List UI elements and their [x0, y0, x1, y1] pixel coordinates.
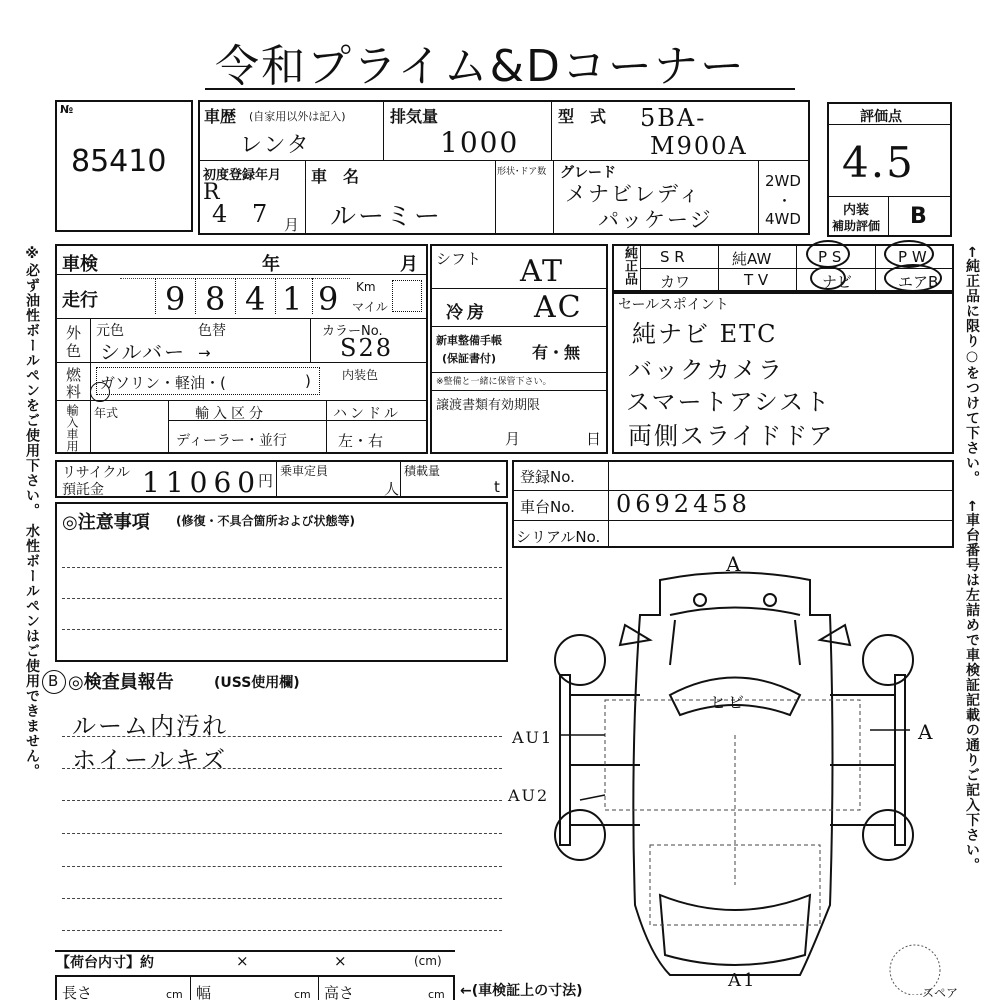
cargo-label: 【荷台内寸】約	[56, 955, 154, 971]
mileage-digit-4: 1	[282, 280, 305, 318]
ac-value: AC	[534, 290, 583, 325]
inspector-line-2: ホイールキズ	[72, 746, 228, 774]
equipment-table	[430, 244, 608, 454]
lot-marker: №	[60, 103, 74, 116]
registration-label: 登録No.	[520, 468, 575, 486]
color-change-label: 色替	[198, 323, 226, 339]
car-name-value: ルーミー	[330, 202, 443, 232]
genuine-ps: P S	[818, 248, 842, 266]
inspector-note: (USS使用欄)	[214, 675, 300, 691]
load-unit: t	[494, 478, 500, 496]
fuel-text: ガソリン・軽油・(	[100, 374, 226, 392]
diagram-left-mark-2: AU2	[508, 786, 550, 805]
drive-4wd: 4WD	[765, 210, 801, 228]
color-orig-value: シルバー	[100, 340, 187, 364]
first-reg-month-unit: 月	[284, 216, 300, 234]
car-damage-diagram	[510, 555, 955, 995]
wheel-front-left	[555, 635, 605, 685]
grade-label: グレード	[560, 165, 616, 181]
circle-navi	[810, 266, 846, 290]
model-value-1: 5BA-	[640, 104, 707, 132]
drive-dot: ・	[777, 192, 793, 210]
chassis-label: 車台No.	[520, 498, 575, 516]
interior-label-2: 補助評価	[832, 219, 881, 233]
color-arrow: →	[198, 344, 211, 362]
manual-note: ※整備と一緒に保管下さい。	[436, 377, 552, 387]
genuine-aw: 純AW	[732, 250, 772, 268]
grade-value-1: メナビレディ	[565, 182, 702, 206]
inspector-label: ◎検査員報告	[68, 672, 174, 693]
right-side-note-2: ←車台番号は左詰めで車検証記載の通りご記入下さい。	[964, 500, 980, 873]
capacity-label: 乗車定員	[280, 464, 329, 478]
first-reg-year: 4	[212, 200, 230, 228]
genuine-pw: P W	[898, 248, 927, 266]
mileage-unit-km: Km	[356, 280, 376, 294]
fuel-side-2: 料	[66, 383, 82, 401]
diagram-windshield-mark: ヒビ	[710, 693, 747, 712]
history-label: 車歴	[204, 107, 237, 126]
inspector-line-1: ルーム内汚れ	[72, 712, 228, 740]
genuine-side-label: 純正品	[622, 246, 637, 285]
color-side-1: 外	[66, 324, 82, 342]
dims-table	[55, 975, 455, 1000]
serial-label: シリアルNo.	[516, 528, 601, 546]
import-class-label: 輸入区分	[195, 406, 267, 422]
diagram-rear-mark: A1	[728, 970, 757, 991]
sales-line-1: 純ナビ ETC	[632, 320, 778, 348]
score-value: 4.5	[842, 138, 915, 187]
spare-label: スペア	[922, 986, 959, 1000]
displacement-label: 排気量	[390, 107, 439, 126]
manual-value: 有・無	[532, 343, 581, 362]
left-side-note: ※必ず油性ボールペンをご使用下さい。 水性ボールペンはご使用できません。	[24, 246, 40, 779]
mileage-unit-mile: マイル	[352, 300, 388, 314]
displacement-value: 1000	[440, 126, 520, 159]
import-side-label: 輸入車用	[65, 404, 79, 452]
caution-note: (修復・不具合箇所および状態等)	[176, 514, 355, 528]
recycle-label-2: 預託金	[62, 482, 104, 498]
cargo-unit: (cm)	[414, 954, 442, 968]
model-label: 型 式	[558, 107, 607, 126]
wheel-front-right	[863, 635, 913, 685]
import-handle-value: 左・右	[338, 432, 384, 450]
dims-height-unit: cm	[428, 988, 445, 1000]
shift-value: AT	[520, 254, 565, 289]
transfer-month: 月	[505, 430, 521, 448]
dims-length-unit: cm	[166, 988, 183, 1000]
diagram-left-mark-1: AU1	[512, 728, 554, 747]
drive-2wd: 2WD	[765, 172, 801, 190]
first-reg-label: 初度登録年月	[203, 168, 282, 183]
shaken-year: 年	[262, 254, 280, 275]
title-text: 令和プライム&Dコーナー	[215, 41, 746, 92]
mileage-digit-5: 9	[318, 280, 341, 318]
first-reg-era: R	[203, 180, 222, 205]
car-body-outline	[633, 573, 832, 976]
dims-width-unit: cm	[294, 988, 311, 1000]
mileage-digit-3: 4	[245, 280, 268, 318]
interior-value: B	[910, 204, 927, 229]
sales-line-4: 両側スライドドア	[628, 422, 835, 450]
dims-length: 長さ	[62, 984, 93, 1000]
color-code-label: カラーNo.	[322, 324, 383, 339]
caution-label: ◎注意事項	[62, 512, 150, 533]
genuine-leather: カワ	[660, 273, 691, 291]
right-side-note-1: ←純正品に限り○をつけて下さい。	[964, 246, 980, 486]
manual-label-1: 新車整備手帳	[436, 334, 502, 347]
transfer-day: 日	[586, 430, 602, 448]
model-value-2: M900A	[650, 132, 748, 160]
import-class-value: ディーラー・並行	[176, 433, 287, 449]
sales-line-3: スマートアシスト	[626, 388, 832, 416]
history-note: (自家用以外は記入)	[249, 110, 346, 123]
first-reg-month: 7	[252, 200, 270, 228]
mileage-digit-2: 8	[205, 280, 228, 318]
dims-height: 高さ	[324, 984, 355, 1000]
genuine-tv: T V	[744, 271, 769, 289]
recycle-label-1: リサイクル	[62, 465, 131, 481]
fuel-close: )	[305, 372, 311, 390]
sales-label: セールスポイント	[618, 297, 729, 313]
interior-color-label: 内装色	[342, 368, 379, 382]
recycle-value: 11060	[142, 466, 262, 499]
sales-line-2: バックカメラ	[628, 356, 784, 384]
color-side-2: 色	[66, 342, 82, 360]
wheel-rear-left	[555, 810, 605, 860]
interior-label-1: 内装	[843, 203, 870, 218]
shape-label: 形状･ドア数	[497, 167, 547, 177]
load-label: 積載量	[404, 464, 441, 478]
ac-label: 冷房	[446, 303, 488, 323]
lot-number: 85410	[71, 144, 167, 179]
genuine-navi: ナビ	[822, 273, 853, 291]
cargo-x2: ×	[334, 952, 347, 970]
capacity-unit: 人	[384, 480, 400, 498]
transfer-label: 譲渡書類有効期限	[436, 398, 541, 413]
inspector-mark: B	[48, 672, 59, 690]
rear-section	[660, 895, 810, 965]
import-handle-label: ハンドル	[333, 406, 401, 422]
grade-value-2: パッケージ	[598, 208, 713, 232]
car-name-label: 車 名	[311, 167, 360, 186]
fuel-side-1: 燃	[66, 366, 82, 384]
circle-ps	[806, 240, 850, 268]
lot-box	[55, 100, 193, 232]
mileage-label: 走行	[62, 290, 98, 311]
recycle-unit: 円	[258, 472, 274, 490]
shift-label: シフト	[436, 250, 482, 268]
diagram-front-mark: A	[726, 552, 743, 576]
color-code-value: S28	[340, 334, 393, 362]
diagram-right-mark: A	[918, 720, 935, 744]
dims-note: ←(車検証上の寸法)	[460, 983, 583, 999]
color-orig-label: 元色	[96, 323, 124, 339]
chassis-value: 0692458	[616, 490, 751, 518]
mileage-digit-1: 9	[165, 280, 188, 318]
history-value: レンタ	[240, 133, 311, 158]
score-label: 評価点	[860, 109, 902, 125]
page-title	[205, 28, 795, 90]
right-side-panel	[895, 675, 905, 845]
cargo-x1: ×	[236, 952, 249, 970]
dims-width: 幅	[196, 984, 212, 1000]
genuine-sr: S R	[660, 248, 685, 266]
import-year-label: 年式	[94, 406, 119, 420]
shaken-month: 月	[400, 254, 418, 275]
manual-label-2: (保証書付)	[442, 352, 497, 365]
circle-airbag	[884, 264, 942, 292]
genuine-airbag: エアB	[898, 273, 939, 291]
shaken-label: 車検	[62, 254, 98, 275]
